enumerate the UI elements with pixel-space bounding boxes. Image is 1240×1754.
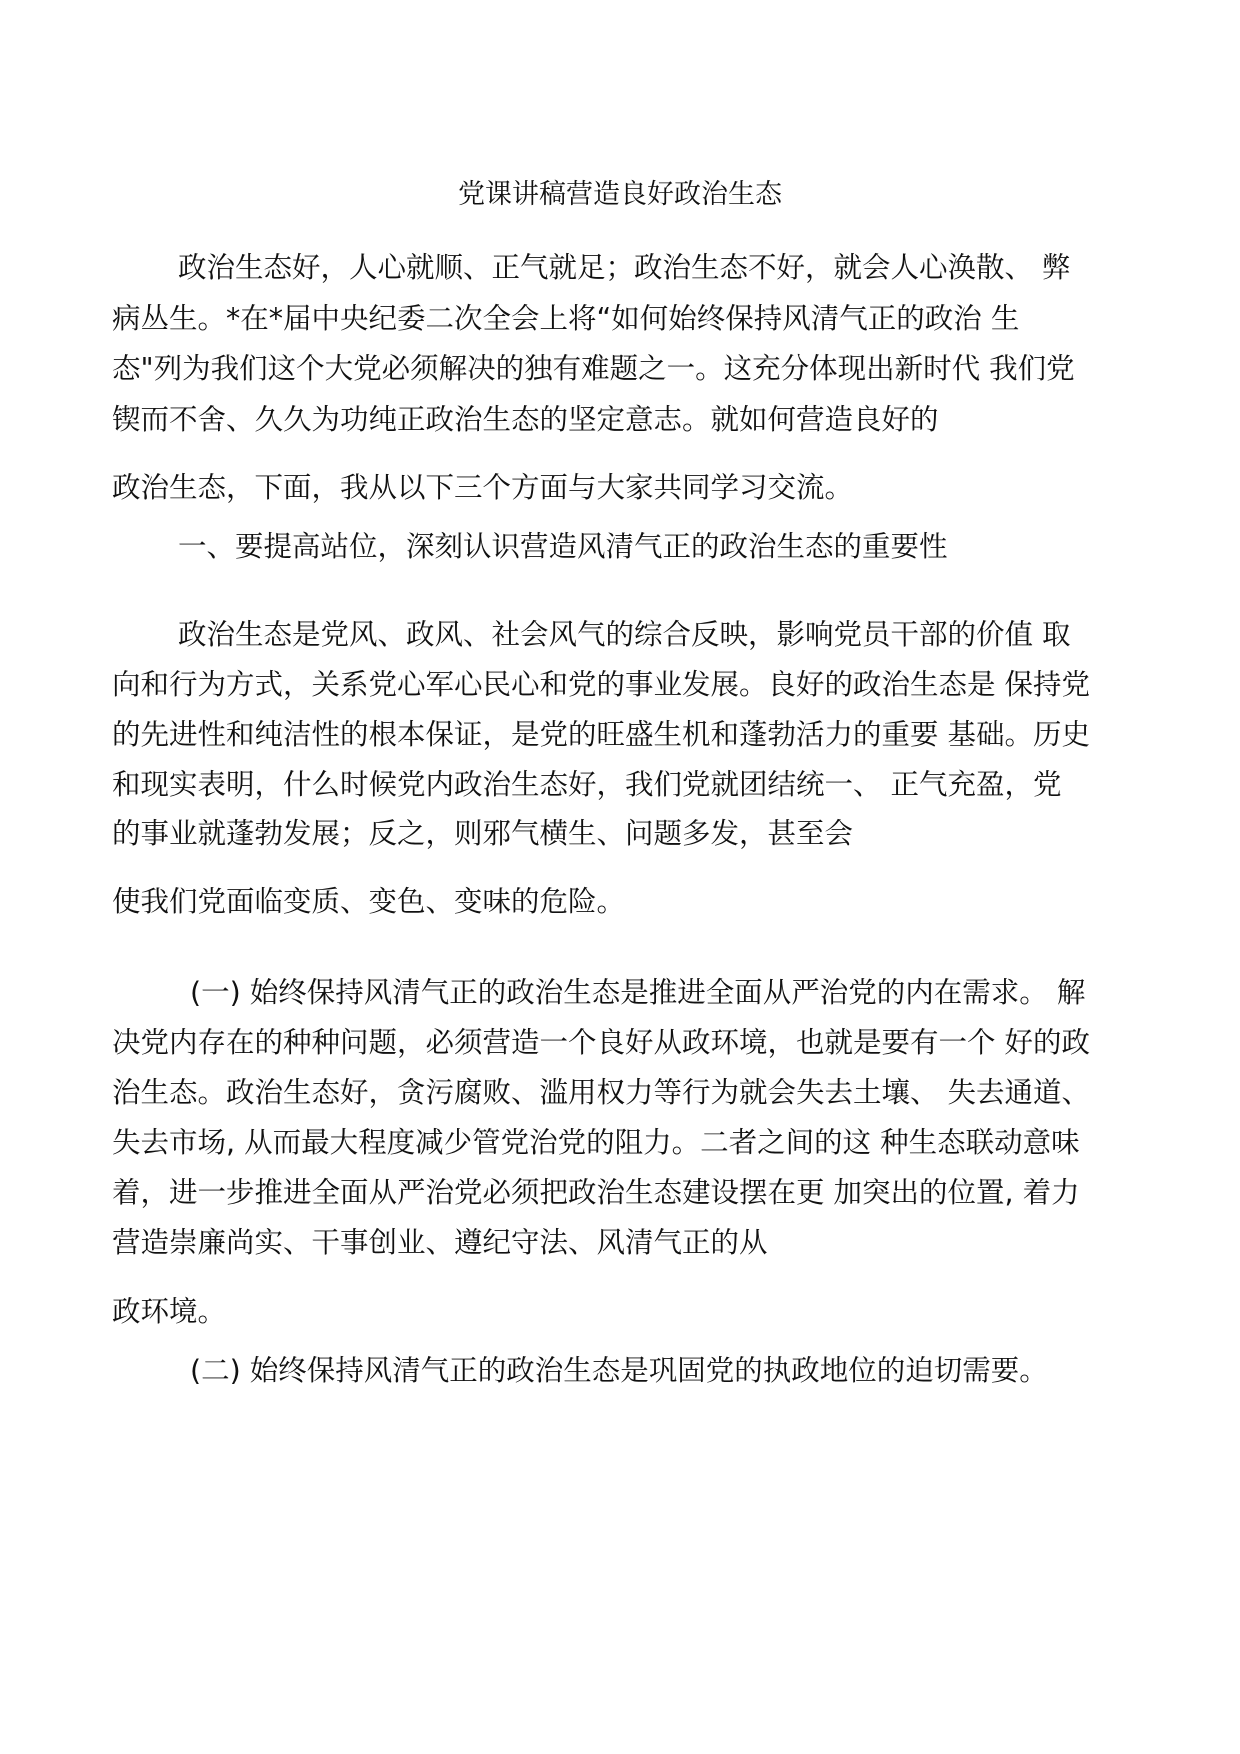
paragraph-line: 锲而不舍、久久为功纯正政治生态的坚定意志。就如何营造良好的	[112, 403, 939, 436]
paragraph-line: 治生态。政治生态好，贪污腐败、滥用权力等行为就会失去土壤、 失去通道、	[112, 1076, 1091, 1109]
paragraph-line: 营造崇廉尚实、干事创业、遵纪守法、风清气正的从	[112, 1226, 768, 1259]
paragraph-line: 态"列为我们这个大党必须解决的独有难题之一。这充分体现出新时代 我们党	[112, 352, 1075, 385]
paragraph-line: 政环境。	[112, 1295, 227, 1328]
paragraph-line: 失去市场, 从而最大程度减少管党治党的阻力。二者之间的这 种生态联动意味	[112, 1126, 1080, 1159]
paragraph-line: 向和行为方式，关系党心军心民心和党的事业发展。良好的政治生态是 保持党	[112, 668, 1091, 701]
paragraph-line: 政治生态，下面，我从以下三个方面与大家共同学习交流。	[112, 471, 854, 504]
paragraph-line: 病丛生。*在*届中央纪委二次全会上将“如何始终保持风清气正的政治 生	[112, 302, 1020, 335]
subsection-line: (二) 始终保持风清气正的政治生态是巩固党的执政地位的迫切需要。	[190, 1354, 1048, 1387]
paragraph-line: 的事业就蓬勃发展；反之，则邪气横生、问题多发，甚至会	[112, 817, 854, 850]
paragraph-line: 政治生态是党风、政风、社会风气的综合反映，影响党员干部的价值 取	[178, 618, 1071, 651]
paragraph-line: 的先进性和纯洁性的根本保证，是党的旺盛生机和蓬勃活力的重要 基础。历史	[112, 718, 1091, 751]
paragraph-line: 使我们党面临变质、变色、变味的危险。	[112, 885, 626, 918]
section-heading: 一、要提高站位，深刻认识营造风清气正的政治生态的重要性	[178, 530, 948, 563]
paragraph-line: 政治生态好，人心就顺、正气就足；政治生态不好，就会人心涣散、 弊	[178, 251, 1071, 284]
paragraph-line: 着，进一步推进全面从严治党必须把政治生态建设摆在更 加突出的位置, 着力	[112, 1176, 1080, 1209]
paragraph-line: 和现实表明，什么时候党内政治生态好，我们党就团结统一、 正气充盈，党	[112, 768, 1062, 801]
paragraph-line: 决党内存在的种种问题，必须营造一个良好从政环境，也就是要有一个 好的政	[112, 1026, 1091, 1059]
subsection-line: (一) 始终保持风清气正的政治生态是推进全面从严治党的内在需求。 解	[190, 976, 1086, 1009]
document-title: 党课讲稿营造良好政治生态	[458, 179, 782, 210]
